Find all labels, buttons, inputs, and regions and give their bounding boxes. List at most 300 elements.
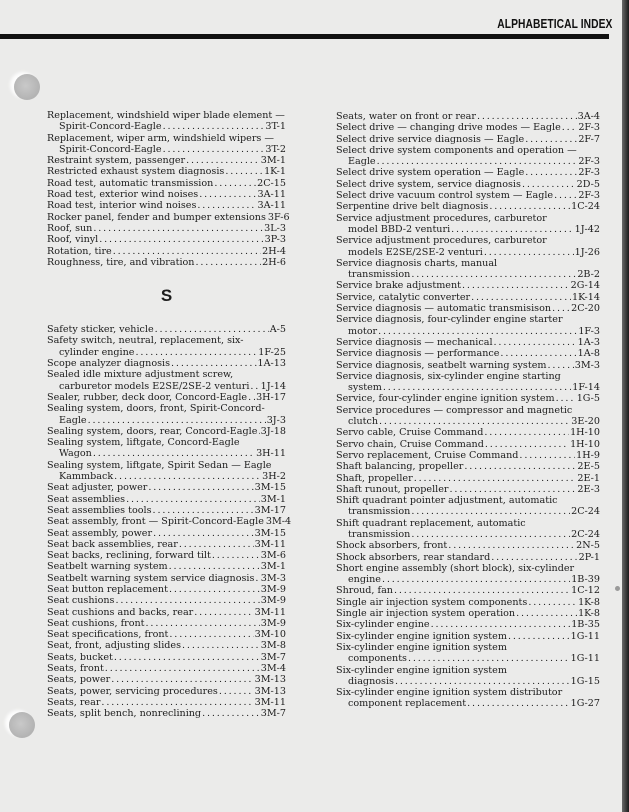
- index-entry-line: [336, 122, 600, 133]
- index-entry-page-ref: 1J-14: [260, 380, 286, 392]
- index-entry-line: [336, 292, 600, 303]
- index-entry-text: Seatbelt warning system service diagnosis: [47, 572, 255, 584]
- index-entry-line: [336, 382, 600, 393]
- index-group-s: [47, 324, 292, 720]
- dot-leader: [186, 155, 260, 166]
- index-entry-line: [47, 415, 286, 426]
- dot-leader: [471, 292, 571, 303]
- index-entry: [336, 687, 600, 710]
- index-entry-heading: Replacement, wiper arm, windshield wipers —: [47, 132, 274, 144]
- index-entry: [47, 178, 286, 189]
- index-entry-page-ref: 1K-14: [571, 291, 600, 303]
- dot-leader: [411, 506, 570, 517]
- index-entry-page-ref: 1C-12: [571, 585, 600, 597]
- index-entry-text: motor: [348, 325, 378, 337]
- index-entry-line: [336, 247, 600, 258]
- index-entry-line: [47, 708, 286, 719]
- index-entry-line: [47, 686, 286, 697]
- index-entry-text: Seat assembly, power: [47, 527, 153, 539]
- index-entry-text: Wagon: [59, 448, 92, 460]
- index-entry-page-ref: 3M-9: [260, 595, 286, 607]
- dot-leader: [146, 618, 260, 629]
- index-entry-text: models E2SE/2SE-2 venturi: [348, 246, 483, 258]
- dot-leader: [199, 189, 256, 200]
- index-entry-text: Sealing system, doors, rear, Concord-Eagle: [47, 425, 258, 437]
- index-entry-text: Six-cylinder engine: [336, 619, 430, 631]
- index-entry: [47, 257, 286, 268]
- index-entry-line: [47, 200, 286, 211]
- index-entry-page-ref: 3J-18: [260, 425, 286, 437]
- dot-leader: [163, 121, 265, 132]
- index-entry-text: Seat cushions: [47, 595, 115, 607]
- index-entry: [47, 460, 286, 483]
- index-entry-page-ref: 2H-6: [262, 256, 286, 268]
- dot-leader: [377, 156, 578, 167]
- dot-leader: [219, 686, 254, 697]
- index-entry-line: [47, 211, 290, 223]
- index-entry-page-ref: 3M-9: [260, 617, 286, 629]
- index-entry: [47, 426, 286, 437]
- index-entry-text: Spirit-Concord-Eagle: [59, 143, 162, 155]
- index-entry-page-ref: 2G-14: [570, 280, 600, 292]
- index-entry-page-ref: 3J-3: [266, 414, 286, 426]
- index-entry-heading: Sealing system, doors, front, Spirit-Concord-: [47, 403, 265, 415]
- dot-leader: [212, 550, 260, 561]
- index-entry-text: Shaft balancing, propeller: [336, 461, 464, 473]
- dot-leader: [394, 585, 570, 596]
- index-entry: [47, 358, 286, 369]
- index-entry-line: [47, 246, 286, 257]
- index-entry: [336, 427, 600, 438]
- index-entry-line: [47, 426, 286, 437]
- dot-leader: [383, 382, 571, 393]
- index-entry-page-ref: 1F-25: [258, 346, 286, 358]
- index-entry-text: Road test, automatic transmission: [47, 177, 214, 189]
- dot-leader: [508, 631, 570, 642]
- index-entry: [336, 179, 600, 190]
- index-entry-text: engine: [348, 574, 381, 586]
- index-entry: [336, 642, 600, 665]
- index-entry-line: [47, 516, 292, 528]
- index-entry-page-ref: 2H-4: [262, 245, 286, 257]
- index-entry-line: [47, 347, 286, 358]
- index-entry-page-ref: 3M-13: [254, 685, 286, 697]
- dot-leader: [467, 698, 569, 709]
- index-entry-text: Sealer, rubber, deck door, Concord-Eagle: [47, 391, 248, 403]
- index-entry: [336, 292, 600, 303]
- index-entry-heading: Shift quadrant replacement, automatic: [336, 517, 526, 529]
- index-entry-text: Seat back assemblies, rear: [47, 538, 178, 550]
- index-entry-heading: Safety switch, neutral, replacement, six-: [47, 335, 244, 347]
- index-entry-page-ref: 3T-1: [265, 121, 286, 133]
- index-entry-text: system: [348, 382, 382, 394]
- index-entry: [47, 652, 286, 663]
- index-entry-text: Rocker panel, fender and bumper extensions: [47, 211, 266, 223]
- index-entry-line: [47, 640, 286, 651]
- index-entry: [47, 505, 286, 516]
- index-entry-line: [47, 482, 286, 493]
- dot-leader: [111, 674, 253, 685]
- index-entry: [47, 584, 286, 595]
- page-header-title: ALPHABETICAL INDEX: [496, 17, 612, 31]
- index-entry-text: Seat button replacement: [47, 583, 168, 595]
- index-entry-page-ref: 3H-11: [256, 448, 286, 460]
- dot-leader: [163, 144, 265, 155]
- index-entry-text: transmission: [348, 528, 411, 540]
- index-entry-text: Rotation, tire: [47, 245, 112, 257]
- index-entry-heading: Service procedures — compressor and magnetic: [336, 404, 573, 416]
- index-entry-line: [336, 653, 600, 664]
- index-entry-heading: Service diagnosis, four-cylinder engine starter: [336, 314, 563, 326]
- dot-leader: [101, 697, 253, 708]
- index-entry-page-ref: 3M-1: [260, 155, 286, 167]
- dot-leader: [462, 280, 570, 291]
- index-entry-heading: Service adjustment procedures, carburetor: [336, 212, 547, 224]
- index-entry: [336, 235, 600, 258]
- index-entry-line: [47, 121, 286, 132]
- index-entry: [47, 246, 286, 257]
- dot-leader: [171, 358, 257, 369]
- index-entry-line: [47, 584, 286, 595]
- index-entry-text: Eagle: [348, 156, 376, 168]
- index-entry-line: [336, 619, 600, 630]
- index-entry-page-ref: 1G-15: [570, 675, 600, 687]
- index-entry-heading: Shift quadrant pointer adjustment, automatic: [336, 495, 558, 507]
- index-entry: [336, 552, 600, 563]
- dot-leader: [169, 584, 260, 595]
- index-entry-page-ref: 2C-20: [571, 303, 600, 315]
- index-entry-line: [336, 608, 600, 619]
- index-entry-text: Scope analyzer diagnosis: [47, 358, 171, 370]
- index-entry-page-ref: 3M-7: [260, 708, 286, 720]
- dot-leader: [379, 416, 570, 427]
- index-entry-text: model BBD-2 venturi: [348, 223, 451, 235]
- index-entry-text: Shaft, propeller: [336, 472, 413, 484]
- index-entry: [336, 360, 600, 371]
- index-entry-line: [336, 337, 600, 348]
- index-entry: [336, 450, 600, 461]
- dot-leader: [464, 461, 576, 472]
- dot-leader: [494, 337, 577, 348]
- index-entry-page-ref: 3M-1: [260, 561, 286, 573]
- index-entry-page-ref: 3E-20: [571, 416, 600, 428]
- index-entry-page-ref: 2F-7: [578, 133, 600, 145]
- dot-leader: [500, 348, 576, 359]
- index-entry-page-ref: 3M-11: [254, 606, 286, 618]
- index-entry-page-ref: 1F-3: [578, 325, 600, 337]
- index-entry-heading: Replacement, windshield wiper blade element —: [47, 110, 285, 121]
- index-entry-line: [336, 167, 600, 178]
- index-entry-heading: Six-cylinder engine ignition system: [336, 641, 507, 653]
- index-entry-page-ref: 1K-8: [578, 608, 600, 620]
- index-entry: [47, 629, 286, 640]
- index-column-left: [47, 110, 292, 720]
- dot-leader: [556, 393, 576, 404]
- index-entry-page-ref: 3M-11: [254, 538, 286, 550]
- dot-leader: [552, 303, 570, 314]
- index-entry-line: [336, 427, 600, 438]
- index-entry-line: [47, 550, 286, 561]
- dot-leader: [136, 347, 258, 358]
- index-entry-page-ref: 1G-5: [576, 393, 600, 405]
- index-entry-line: [336, 631, 600, 642]
- index-entry-text: Single air injection system operation: [336, 608, 516, 620]
- index-entry-text: Seat assembly, front — Spirit-Concord-Eagle: [47, 516, 264, 528]
- index-entry: [336, 540, 600, 551]
- index-entry-text: Select drive system operation — Eagle: [336, 167, 525, 179]
- dot-leader: [248, 392, 255, 403]
- index-entry-page-ref: 1A-3: [577, 336, 600, 348]
- index-entry: [47, 494, 286, 505]
- index-entry-heading: Six-cylinder engine ignition system: [336, 664, 507, 676]
- dot-leader: [448, 540, 575, 551]
- dot-leader: [525, 134, 577, 145]
- dot-leader: [477, 111, 577, 122]
- index-entry-text: Select drive — changing drive modes — Eagle: [336, 122, 561, 134]
- index-entry: [47, 539, 286, 550]
- index-entry: [47, 618, 286, 629]
- index-entry-text: Roof, sun: [47, 222, 93, 234]
- index-entry: [47, 437, 286, 460]
- index-entry: [47, 561, 286, 572]
- index-entry-line: [336, 348, 600, 359]
- index-entry-page-ref: 3M-1: [260, 493, 286, 505]
- index-entry-line: [47, 663, 286, 674]
- index-entry-text: Service diagnosis, seatbelt warning system: [336, 359, 547, 371]
- index-entry-text: Kammback: [59, 471, 114, 483]
- index-entry-line: [336, 360, 600, 371]
- index-entry-page-ref: 2C-24: [571, 528, 600, 540]
- index-entry-page-ref: 2C-24: [571, 506, 600, 518]
- index-entry-line: [336, 134, 600, 145]
- index-entry-text: diagnosis: [348, 675, 394, 687]
- index-entry-page-ref: 2E-1: [577, 472, 600, 484]
- index-entry: [47, 573, 286, 584]
- index-entry-page-ref: 3M-13: [254, 674, 286, 686]
- index-entry-page-ref: 1G-11: [570, 653, 600, 665]
- index-entry: [47, 595, 286, 606]
- dot-leader: [155, 324, 269, 335]
- index-entry-text: Seatbelt warning system: [47, 561, 168, 573]
- index-entry-line: [336, 540, 600, 551]
- index-entry: [336, 597, 600, 608]
- index-entry: [336, 258, 600, 281]
- dot-leader: [214, 178, 256, 189]
- index-entry-line: [47, 223, 286, 234]
- index-entry-page-ref: 1H-9: [576, 449, 600, 461]
- dot-leader: [258, 426, 259, 437]
- dot-leader: [114, 652, 260, 663]
- index-entry-page-ref: 3M-4: [265, 516, 292, 528]
- index-entry-line: [47, 539, 286, 550]
- index-entry-page-ref: 1F-14: [572, 382, 600, 394]
- index-entry-line: [47, 189, 286, 200]
- index-entry-text: Seats, rear: [47, 696, 101, 708]
- index-entry: [47, 550, 286, 561]
- index-entry-line: [336, 201, 600, 212]
- index-entry-page-ref: 2F-3: [578, 122, 600, 134]
- index-entry: [47, 110, 286, 133]
- index-entry-text: Road test, interior wind noises: [47, 200, 197, 212]
- dot-leader: [93, 448, 255, 459]
- index-entry: [336, 303, 600, 314]
- paper-speck: [615, 586, 620, 591]
- index-entry: [47, 155, 286, 166]
- index-entry-text: Serpentine drive belt diagnosis: [336, 201, 489, 213]
- index-entry-text: Seat cushions, front: [47, 617, 145, 629]
- index-entry: [336, 280, 600, 291]
- index-entry-page-ref: 1J-26: [574, 246, 600, 258]
- index-entry-page-ref: 3H-2: [262, 471, 286, 483]
- index-entry: [336, 484, 600, 495]
- dot-leader: [115, 595, 259, 606]
- index-entry-page-ref: 3M-17: [254, 504, 286, 516]
- index-entry-text: Shock absorbers, rear standard: [336, 551, 491, 563]
- index-entry-line: [336, 585, 600, 596]
- index-entry-text: Six-cylinder engine ignition system: [336, 630, 507, 642]
- index-entry-page-ref: 3M-9: [260, 583, 286, 595]
- index-entry-text: Roughness, tire, and vibration: [47, 256, 195, 268]
- dot-leader: [382, 574, 570, 585]
- dot-leader: [484, 427, 569, 438]
- index-entry-line: [47, 528, 286, 539]
- index-entry: [336, 461, 600, 472]
- index-entry-page-ref: 1H-10: [570, 427, 600, 439]
- dot-leader: [88, 415, 266, 426]
- index-entry-text: Shaft runout, propeller: [336, 483, 449, 495]
- index-entry-line: [47, 448, 286, 459]
- index-entry-text: Service diagnosis — mechanical: [336, 336, 493, 348]
- index-entry: [47, 392, 286, 403]
- dot-leader: [451, 224, 573, 235]
- index-entry: [336, 134, 600, 145]
- index-entry: [336, 190, 600, 201]
- punch-hole-bottom: [9, 712, 35, 738]
- dot-leader: [93, 223, 263, 234]
- index-entry: [47, 516, 292, 528]
- dot-leader: [528, 597, 577, 608]
- index-entry-text: transmission: [348, 506, 411, 518]
- index-entry: [47, 335, 286, 358]
- index-entry-line: [336, 439, 600, 450]
- index-entry-text: transmission: [348, 269, 411, 281]
- index-entry: [47, 528, 286, 539]
- index-entry-text: Seat assemblies: [47, 493, 126, 505]
- index-entry-line: [47, 652, 286, 663]
- index-entry: [47, 686, 286, 697]
- index-entry-page-ref: 3A-11: [257, 189, 286, 201]
- index-entry-text: Servo cable, Cruise Command: [336, 427, 484, 439]
- index-entry-text: Select drive vacuum control system — Eagle: [336, 190, 554, 202]
- index-entry: [336, 122, 600, 133]
- index-entry: [47, 189, 286, 200]
- index-entry-line: [47, 561, 286, 572]
- index-entry: [336, 665, 600, 688]
- index-entry-page-ref: 2D-5: [576, 178, 600, 190]
- index-entry-page-ref: 2F-3: [578, 167, 600, 179]
- dot-leader: [522, 179, 576, 190]
- index-entry-line: [336, 506, 600, 517]
- index-entry-line: [336, 224, 600, 235]
- index-entry-line: [47, 166, 286, 177]
- index-entry-text: Select drive system, service diagnosis: [336, 178, 521, 190]
- index-entry-line: [47, 178, 286, 189]
- dot-leader: [194, 607, 253, 618]
- index-entry-heading: Service diagnosis charts, manual: [336, 257, 498, 269]
- index-entry-text: Service brake adjustment: [336, 280, 462, 292]
- index-entry-line: [336, 552, 600, 563]
- index-entry-page-ref: 3M-15: [254, 527, 286, 539]
- dot-leader: [395, 676, 570, 687]
- index-entry-page-ref: 3M-11: [254, 696, 286, 708]
- index-entry: [47, 403, 286, 426]
- index-entry-text: Seat assemblies tools: [47, 504, 152, 516]
- index-entry: [47, 674, 286, 685]
- index-entry-heading: Sealed idle mixture adjustment screw,: [47, 369, 234, 381]
- index-entry-page-ref: 3A-4: [577, 111, 600, 122]
- index-entry: [336, 111, 600, 122]
- index-entry-line: [47, 674, 286, 685]
- index-entry-page-ref: 3L-3: [264, 222, 286, 234]
- index-entry-page-ref: 1B-39: [571, 574, 600, 586]
- dot-leader: [113, 246, 261, 257]
- index-entry-heading: Select drive system components and operation —: [336, 144, 577, 156]
- index-entry-line: [336, 450, 600, 461]
- index-entry-line: [47, 607, 286, 618]
- index-entry-page-ref: 3F-6: [267, 211, 290, 223]
- index-entry-text: Service diagnosis — performance: [336, 348, 500, 360]
- index-entry: [47, 166, 286, 177]
- index-entry: [336, 348, 600, 359]
- index-group-right: [336, 111, 600, 710]
- index-entry-text: Seat backs, reclining, forward tilt: [47, 550, 211, 562]
- index-entry-page-ref: 3M-15: [254, 482, 286, 494]
- dot-leader: [485, 439, 569, 450]
- index-entry: [336, 405, 600, 428]
- index-entry-line: [47, 155, 286, 166]
- index-entry-page-ref: 2E-5: [577, 461, 600, 473]
- dot-leader: [197, 200, 256, 211]
- index-entry-text: Eagle: [59, 414, 87, 426]
- dot-leader: [153, 505, 254, 516]
- header-rule: [0, 34, 609, 39]
- index-entry-line: [336, 473, 600, 484]
- index-entry-page-ref: 2N-5: [576, 540, 600, 552]
- index-entry: [47, 211, 290, 223]
- index-entry-line: [336, 416, 600, 427]
- index-entry: [336, 495, 600, 518]
- index-entry-text: Seats, front: [47, 663, 104, 675]
- index-entry-text: clutch: [348, 416, 379, 428]
- dot-leader: [554, 190, 577, 201]
- index-entry-line: [47, 234, 286, 245]
- index-entry-line: [336, 190, 600, 201]
- index-entry: [336, 201, 600, 212]
- index-entry-page-ref: 1K-8: [578, 596, 600, 608]
- index-entry: [336, 439, 600, 450]
- dot-leader: [411, 529, 570, 540]
- index-entry-text: Restraint system, passenger: [47, 155, 186, 167]
- dot-leader: [450, 484, 577, 495]
- index-entry-page-ref: 2C-15: [257, 177, 286, 189]
- dot-leader: [182, 640, 260, 651]
- dot-leader: [414, 473, 577, 484]
- index-entry-text: Spirit-Concord-Eagle: [59, 121, 162, 133]
- dot-leader: [378, 326, 577, 337]
- index-entry-line: [336, 461, 600, 472]
- index-entry-heading: Sealing system, liftgate, Spirit Sedan — Eagle: [47, 459, 272, 471]
- index-entry: [336, 337, 600, 348]
